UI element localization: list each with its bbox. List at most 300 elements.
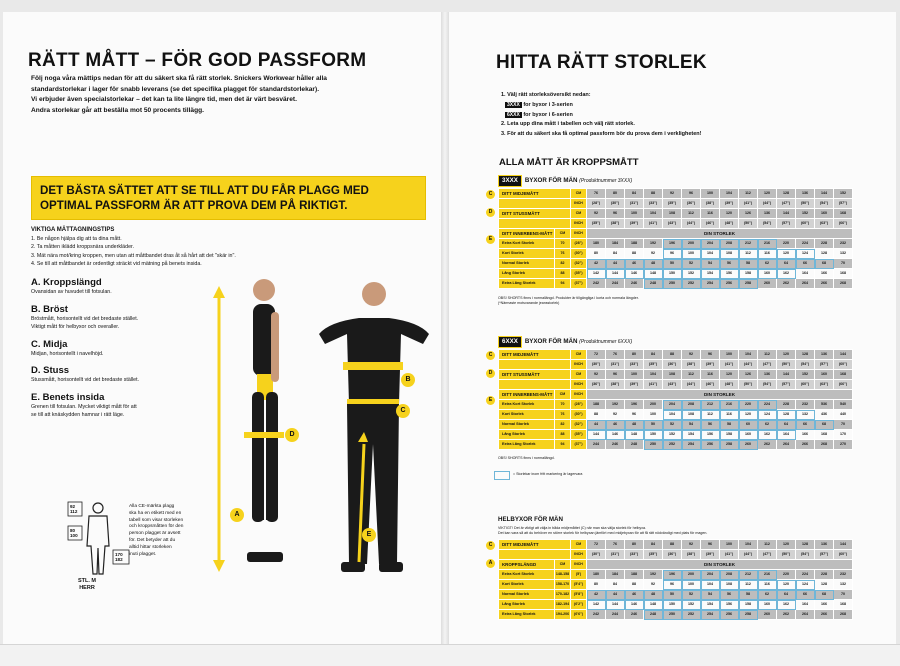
size-value: 104 [644, 209, 663, 219]
table1-note: OBS! SHORTS finns i normallängd. Produkter är tillgängliga i korta och normala längder. [498, 296, 639, 300]
size-value: 100 [644, 410, 663, 420]
size-value: 96 [663, 580, 682, 590]
measure-a [31, 277, 221, 297]
size-value: 258 [739, 610, 758, 620]
row-label: DITT MIDJEMÅTT [499, 540, 571, 550]
size-value: 154 [701, 269, 720, 279]
size-value: 248 [625, 440, 644, 450]
front-model [319, 282, 429, 572]
letter-b-badge: B [401, 373, 415, 387]
size-value: 168 [815, 430, 834, 440]
legend-text: = Storlekar inom fritt markering är lagervara [513, 472, 583, 476]
size-value: 92 [644, 249, 663, 259]
size-value: 260 [739, 440, 758, 450]
inseam-cm: 70 [555, 400, 571, 410]
size-value: 180 [587, 239, 606, 249]
measure-desc: Ovansidan av huvudet till fotsulan. [31, 289, 112, 295]
row-label: KROPPSLÄNGD [499, 560, 555, 570]
size-value: 44 [606, 259, 625, 269]
size-value: 160 [758, 600, 777, 610]
size-value: 254 [682, 440, 701, 450]
size-value: (39") [701, 360, 720, 370]
row-label [499, 199, 571, 209]
size-value: 104 [701, 580, 720, 590]
table-row [499, 350, 853, 360]
size-value: (41") [644, 380, 663, 390]
length-label: Lång Storlek [499, 269, 555, 279]
size-value: 128 [796, 350, 815, 360]
size-value: 116 [701, 209, 720, 219]
size-value: 196 [625, 400, 644, 410]
size-value: 254 [701, 610, 720, 620]
size-value: 88 [625, 249, 644, 259]
size-value: 84 [606, 249, 625, 259]
size-value: 266 [815, 279, 834, 289]
size-value: 136 [758, 209, 777, 219]
size-value: 92 [587, 209, 606, 219]
table-row [499, 410, 853, 420]
size-value: (57") [834, 199, 853, 209]
size-value: 84 [606, 580, 625, 590]
size-value: 180 [587, 570, 606, 580]
size-value: 116 [701, 370, 720, 380]
size-value: 104 [644, 370, 663, 380]
size-value: 66 [796, 420, 815, 430]
size-value: 72 [587, 350, 606, 360]
unit-label: INCH [571, 390, 587, 400]
unit-label: INCH [571, 229, 587, 239]
label-text-line: för. Det betyder att du [129, 537, 176, 543]
size-value: 166 [815, 269, 834, 279]
size-value: 116 [758, 580, 777, 590]
label-value: 182 [115, 557, 123, 563]
table2-notes [498, 456, 555, 461]
size-value: (33") [625, 550, 644, 560]
size-value: 152 [663, 430, 682, 440]
size-value: 232 [834, 570, 853, 580]
size-value: 112 [758, 540, 777, 550]
inseam-inch: (28") [571, 400, 587, 410]
size-value: 146 [606, 430, 625, 440]
size-value: 268 [834, 279, 853, 289]
size-value: 144 [606, 269, 625, 279]
size-value: 188 [625, 570, 644, 580]
label-text-line: och kroppsmåtten för den [129, 524, 184, 530]
unit-label: INCH [571, 199, 587, 209]
size-value: 88 [663, 540, 682, 550]
size-value: 220 [777, 239, 796, 249]
size-value: 164 [777, 430, 796, 440]
size-value: 96 [606, 209, 625, 219]
length-label: Extra Lång Storlek [499, 440, 555, 450]
size-value: (60") [796, 219, 815, 229]
label-text-line: Alla CE-märkta plagg [129, 504, 175, 509]
banner-line: OPTIMAL PASSFORM ÄR ATT PROVA DEM PÅ RIKTIGT. [40, 199, 348, 212]
size-value: 192 [606, 400, 625, 410]
table-row [499, 440, 853, 450]
inseam-inch: (6'2") [571, 600, 587, 610]
unit-label: CM [571, 540, 587, 550]
measure-letter-badge: A [486, 559, 495, 568]
size-value: 46 [625, 590, 644, 600]
size-value: (57") [815, 550, 834, 560]
size-value: 536 [815, 400, 834, 410]
size-value: 164 [796, 269, 815, 279]
table-row [499, 219, 853, 229]
size-value: 68 [815, 590, 834, 600]
inseam-inch: (30") [571, 410, 587, 420]
table-row [499, 570, 853, 580]
left-page [3, 12, 441, 644]
label-value: 112 [70, 509, 78, 515]
size-value: 80 [606, 189, 625, 199]
table3-header [498, 514, 563, 526]
size-value: 262 [777, 279, 796, 289]
size-value: 200 [682, 570, 701, 580]
measure-title: B. Bröst [31, 304, 68, 315]
size-value: 124 [796, 249, 815, 259]
size-value: 116 [720, 410, 739, 420]
table-row [499, 390, 853, 400]
size-value: 204 [701, 239, 720, 249]
size-value: 196 [663, 570, 682, 580]
table-row [499, 430, 853, 440]
size-value: 56 [701, 420, 720, 430]
table-row [499, 420, 853, 430]
unit-label: CM [555, 560, 571, 570]
size-value: 216 [758, 239, 777, 249]
size-value: (47") [777, 199, 796, 209]
din-storlek-header: DIN STORLEK [587, 390, 853, 400]
din-storlek-header: DIN STORLEK [587, 560, 853, 570]
size-value: (44") [682, 380, 701, 390]
size-value: 52 [663, 420, 682, 430]
size-value: (43") [663, 380, 682, 390]
size-value: 158 [739, 269, 758, 279]
unit-label: CM [571, 189, 587, 199]
inseam-cm: 158-170 [555, 580, 571, 590]
size-value: 148 [625, 430, 644, 440]
size-value: 120 [720, 370, 739, 380]
size-value: 212 [701, 400, 720, 410]
size-value: 266 [796, 440, 815, 450]
size-value: (57") [815, 360, 834, 370]
inseam-inch: (5'8") [571, 590, 587, 600]
size-value: 228 [815, 239, 834, 249]
unit-label: INCH [571, 360, 587, 370]
size-value: 252 [663, 440, 682, 450]
inseam-inch: (32") [571, 420, 587, 430]
length-label: Kort Storlek [499, 410, 555, 420]
inseam-inch: (28") [571, 239, 587, 249]
size-value: 244 [606, 279, 625, 289]
measure-c [31, 339, 221, 359]
size-value: (63") [815, 380, 834, 390]
size-value: 242 [587, 279, 606, 289]
size-value: 256 [720, 610, 739, 620]
size-value: 120 [758, 189, 777, 199]
size-value: 84 [644, 350, 663, 360]
size-value: (63") [815, 219, 834, 229]
table-row [499, 370, 853, 380]
size-value: (36") [587, 380, 606, 390]
measure-letter-badge: E [486, 235, 495, 244]
size-value: (30") [606, 199, 625, 209]
measure-desc: Bröstmått, horisontellt vid det bredaste stället. [31, 316, 139, 322]
size-value: 144 [834, 350, 853, 360]
length-label: Extra Kort Storlek [499, 400, 555, 410]
table-row [499, 540, 853, 550]
measure-e [31, 392, 221, 419]
inseam-cm: 170-182 [555, 590, 571, 600]
size-value: (38") [701, 199, 720, 209]
size-value: 62 [758, 420, 777, 430]
measure-b [31, 304, 221, 331]
table-row [499, 269, 853, 279]
size-value: 62 [758, 590, 777, 600]
size-value: 148 [644, 269, 663, 279]
size-value: 44 [587, 420, 606, 430]
length-label: Lång Storlek [499, 600, 555, 610]
size-value: 88 [587, 410, 606, 420]
label-text-line: inuti plagget. [129, 551, 157, 557]
size-value: 64 [777, 420, 796, 430]
measuring-tips [31, 226, 351, 269]
size-value: 184 [606, 570, 625, 580]
size-value: (50") [796, 199, 815, 209]
size-value: 164 [796, 600, 815, 610]
size-value: 204 [701, 570, 720, 580]
size-value: (54") [815, 199, 834, 209]
inseam-cm: 82 [555, 259, 571, 269]
size-value: 224 [758, 400, 777, 410]
inseam-inch: (32") [571, 259, 587, 269]
size-value: (35") [644, 550, 663, 560]
measure-d [31, 365, 221, 385]
size-value: 104 [663, 410, 682, 420]
length-label: Extra Lång Storlek [499, 610, 555, 620]
size-value: 152 [834, 189, 853, 199]
size-value: 96 [701, 540, 720, 550]
size-value: 112 [682, 370, 701, 380]
size-value: 128 [815, 249, 834, 259]
size-value: (36") [663, 360, 682, 370]
size-value: (36") [663, 550, 682, 560]
size-table-3xxx [498, 188, 853, 289]
size-value: 136 [796, 189, 815, 199]
size-value: 144 [606, 600, 625, 610]
inseam-inch: (30") [571, 249, 587, 259]
row-label [499, 360, 571, 370]
size-value: (41") [739, 199, 758, 209]
step-item: for byxor i 6-serien [523, 111, 573, 118]
size-value: (47") [758, 360, 777, 370]
letter-c-badge: C [396, 404, 410, 418]
row-label: DITT STUSSMÅTT [499, 370, 571, 380]
size-value: 52 [682, 590, 701, 600]
table-row [499, 400, 853, 410]
table-row [499, 209, 853, 219]
size-value: 188 [625, 239, 644, 249]
label-value-1 [70, 504, 77, 515]
size-value: 128 [815, 580, 834, 590]
size-value: 100 [625, 209, 644, 219]
step-item: 2. Leta upp dina mått i tabellen och välj rätt storlek. [501, 121, 635, 128]
size-value: 48 [625, 420, 644, 430]
size-value: 48 [644, 259, 663, 269]
size-value: 96 [701, 350, 720, 360]
viewer-background [0, 644, 900, 666]
table2-code: 6XXX [498, 336, 522, 348]
size-value: 66 [796, 590, 815, 600]
measure-title: A. Kroppslängd [31, 277, 102, 288]
side-model [247, 279, 283, 562]
size-value: 72 [587, 540, 606, 550]
size-value: (33") [625, 360, 644, 370]
size-value: 80 [625, 350, 644, 360]
size-value: 50 [663, 590, 682, 600]
size-value: 70 [834, 590, 853, 600]
size-value: 96 [606, 370, 625, 380]
size-value: 136 [815, 540, 834, 550]
label-text-line: person plagget är avsett [129, 531, 181, 537]
size-value: 192 [644, 570, 663, 580]
size-value: 68 [815, 259, 834, 269]
measure-letter-badge: C [486, 351, 495, 360]
size-value: 262 [758, 440, 777, 450]
size-value: 104 [739, 350, 758, 360]
row-label: DITT MIDJEMÅTT [499, 350, 571, 360]
size-value: 152 [682, 269, 701, 279]
tip-item: 1. Be någon hjälpa dig att ta dina mått. [31, 235, 122, 242]
label-value-2 [70, 528, 78, 539]
size-value: (54") [758, 380, 777, 390]
size-value: 144 [587, 430, 606, 440]
label-caption [67, 578, 107, 592]
letter-e-badge: E [362, 528, 376, 542]
size-value: (60") [834, 360, 853, 370]
table2-header [498, 336, 632, 348]
label-value: 100 [70, 533, 78, 539]
size-value: 76 [606, 350, 625, 360]
size-value: 108 [663, 370, 682, 380]
size-value: 92 [606, 410, 625, 420]
unit-label: INCH [571, 380, 587, 390]
measure-title: C. Midja [31, 339, 68, 350]
size-value: 248 [644, 279, 663, 289]
size-value: 262 [777, 610, 796, 620]
size-value: 112 [739, 580, 758, 590]
size-value: 48 [644, 590, 663, 600]
size-value: 256 [720, 279, 739, 289]
measure-letter-badge: C [486, 190, 495, 199]
size-value: 126 [739, 209, 758, 219]
measure-letter-badge: C [486, 541, 495, 550]
size-value: (60") [796, 380, 815, 390]
size-value: 54 [701, 259, 720, 269]
size-value: 436 [815, 410, 834, 420]
measure-desc: Grenen till fotsulan. Mycket viktigt mått för att [31, 404, 137, 410]
size-value: 92 [682, 350, 701, 360]
size-value: (57") [777, 219, 796, 229]
size-value: 66 [796, 259, 815, 269]
inseam-inch: (35") [571, 430, 587, 440]
size-value: 150 [663, 600, 682, 610]
size-value: (44") [682, 219, 701, 229]
size-value: (39") [625, 380, 644, 390]
size-value: 84 [644, 540, 663, 550]
step-item: for byxor i 3-serien [523, 101, 573, 108]
size-value: (54") [796, 550, 815, 560]
size-value: 254 [701, 279, 720, 289]
size-value: 76 [587, 189, 606, 199]
banner-line: DET BÄSTA SÄTTET ATT SE TILL ATT DU FÅR PLAGG MED [40, 184, 369, 197]
length-label: Normal Storlek [499, 420, 555, 430]
size-value: 144 [815, 189, 834, 199]
table1-code: 3XXX [498, 175, 522, 187]
size-value: 88 [625, 580, 644, 590]
inseam-cm: 70 [555, 239, 571, 249]
size-value: 146 [625, 600, 644, 610]
size-value: (38") [682, 360, 701, 370]
table-row [499, 600, 853, 610]
size-value: 88 [644, 189, 663, 199]
table-row [499, 380, 853, 390]
table1-note: (*Närmaste motsvarande jeansstorlek) [498, 301, 560, 305]
size-value: 224 [796, 239, 815, 249]
label-value: 80 [70, 528, 76, 533]
table-row [499, 360, 853, 370]
size-value: 208 [720, 239, 739, 249]
size-value: 162 [758, 430, 777, 440]
size-value: 120 [777, 580, 796, 590]
size-value: 150 [663, 269, 682, 279]
inseam-inch: (37") [571, 279, 587, 289]
size-value: 540 [834, 400, 853, 410]
size-value: 252 [682, 279, 701, 289]
measure-desc: se till att knäskydden hamnar i rätt läge. [31, 411, 125, 418]
size-value: (60") [834, 550, 853, 560]
table-row [499, 580, 853, 590]
size-value: 208 [720, 570, 739, 580]
size-value: 108 [720, 249, 739, 259]
size-value: 228 [777, 400, 796, 410]
size-value: 264 [796, 279, 815, 289]
label-value: 170 [115, 552, 123, 557]
size-value: 248 [644, 610, 663, 620]
row-label [499, 550, 571, 560]
size-value: 50 [663, 259, 682, 269]
inseam-cm: 88 [555, 430, 571, 440]
size-value: 152 [796, 209, 815, 219]
size-value: 168 [834, 269, 853, 279]
size-value: 146 [625, 269, 644, 279]
size-value: (66") [834, 380, 853, 390]
size-value: 168 [834, 370, 853, 380]
size-value: 244 [587, 440, 606, 450]
inseam-inch: (6'6") [571, 610, 587, 620]
measure-desc: Midjan, horisontellt i navelhöjd. [31, 351, 104, 357]
size-value: 124 [758, 410, 777, 420]
size-value: 170 [834, 430, 853, 440]
size-value: 160 [739, 430, 758, 440]
size-value: 96 [682, 189, 701, 199]
size-value: 154 [682, 430, 701, 440]
size-value: (44") [739, 360, 758, 370]
size-value: 260 [758, 279, 777, 289]
size-value: 52 [682, 259, 701, 269]
tip-item: 2. Ta måtten iklädd kroppsnära underkläder. [31, 244, 134, 251]
